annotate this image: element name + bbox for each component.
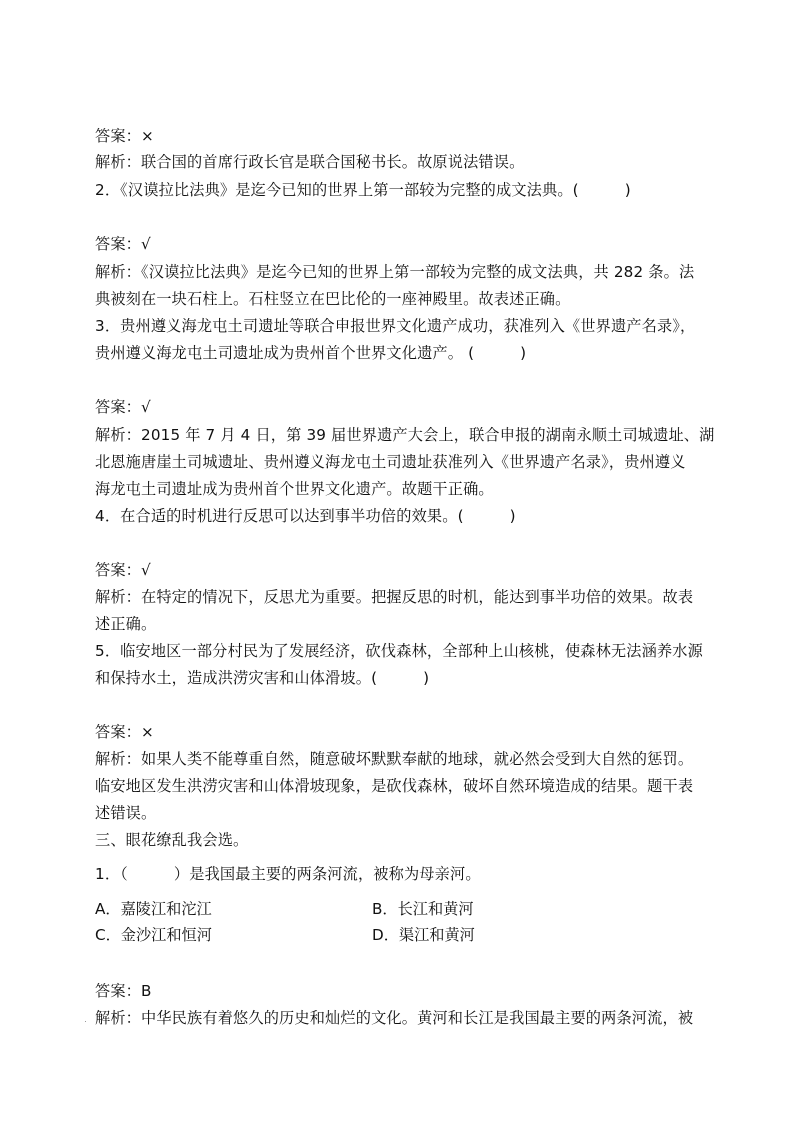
option-c: C．金沙江和恒河 [95, 926, 212, 944]
question-4: 4．在合适的时机进行反思可以达到事半功倍的效果。( ) [95, 507, 516, 525]
mc-question-1: 1．（ ）是我国最主要的两条河流，被称为母亲河。 [95, 865, 481, 883]
analysis-line: 述正确。 [95, 615, 157, 633]
answer-line: 答案：√ [95, 235, 151, 253]
question-2: 2．《汉谟拉比法典》是迄今已知的世界上第一部较为完整的成文法典。( ) [95, 181, 631, 199]
answer-line: 答案：× [95, 127, 154, 145]
analysis-line: 解析：在特定的情况下，反思尤为重要。把握反思的时机，能达到事半功倍的效果。故表 [95, 588, 694, 606]
answer-line: 答案：B [95, 982, 152, 1000]
analysis-line: 临安地区发生洪涝灾害和山体滑坡现象，是砍伐森林，破坏自然环境造成的结果。题干表 [95, 777, 694, 795]
answer-line: 答案：√ [95, 398, 151, 416]
analysis-line: 解析：如果人类不能尊重自然，随意破坏默默奉献的地球，就必然会受到大自然的惩罚。 [95, 750, 694, 768]
analysis-line: 海龙屯土司遗址成为贵州首个世界文化遗产。故题干正确。 [95, 480, 494, 498]
analysis-line: 解析：《汉谟拉比法典》是迄今已知的世界上第一部较为完整的成文法典，共 282 条。法 [95, 263, 695, 281]
question-5: 5．临安地区一部分村民为了发展经济，砍伐森林，全部种上山核桃，使森林无法涵养水源 [95, 642, 703, 660]
answer-line: 答案：× [95, 723, 154, 741]
margin-mark [85, 1021, 87, 1022]
section-heading: 三、眼花缭乱我会选。 [95, 831, 249, 849]
option-b: B．长江和黄河 [372, 900, 474, 918]
question-3: 3．贵州遵义海龙屯土司遗址等联合申报世界文化遗产成功，获准列入《世界遗产名录》， [95, 317, 696, 335]
question-5-cont: 和保持水土，造成洪涝灾害和山体滑坡。( ) [95, 669, 430, 687]
option-a: A．嘉陵江和沱江 [95, 900, 212, 918]
option-d: D．渠江和黄河 [372, 926, 475, 944]
analysis-line: 典被刻在一块石柱上。石柱竖立在巴比伦的一座神殿里。故表述正确。 [95, 290, 571, 308]
analysis-line: 解析：2015 年 7 月 4 日，第 39 届世界遗产大会上，联合申报的湖南永顺土司城遗址、湖 [95, 426, 715, 444]
analysis-line: 述错误。 [95, 804, 157, 822]
analysis-line: 解析：中华民族有着悠久的历史和灿烂的文化。黄河和长江是我国最主要的两条河流，被 [95, 1009, 694, 1027]
analysis-line: 北恩施唐崖土司城遗址、贵州遵义海龙屯土司遗址获准列入《世界遗产名录》，贵州遵义 [95, 453, 686, 471]
answer-line: 答案：√ [95, 561, 151, 579]
analysis-line: 解析：联合国的首席行政长官是联合国秘书长。故原说法错误。 [95, 153, 525, 171]
question-3-cont: 贵州遵义海龙屯土司遗址成为贵州首个世界文化遗产。 ( ) [95, 344, 527, 362]
